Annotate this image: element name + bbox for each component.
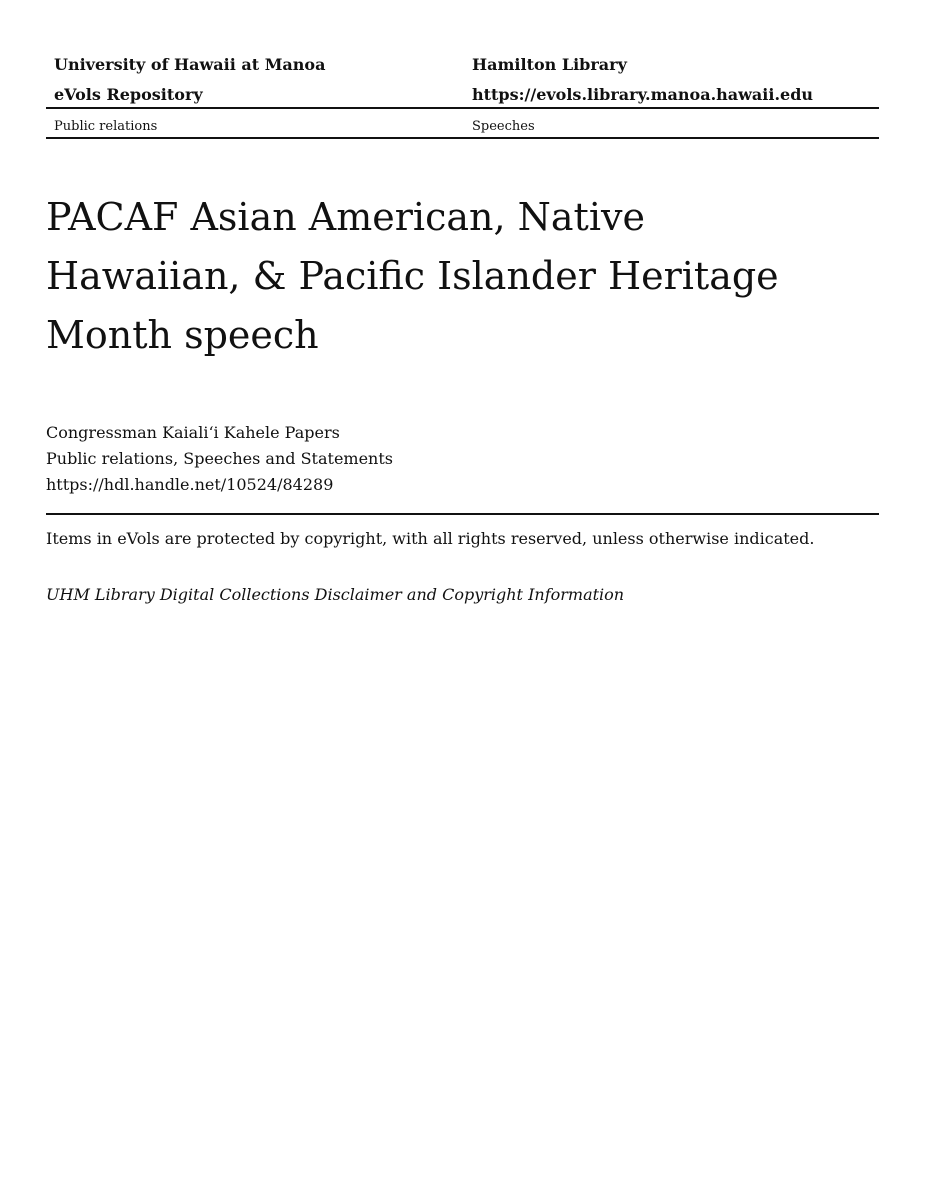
subject-public-relations: Public relations — [54, 119, 158, 134]
title-line-2: Hawaiian, & Pacific Islander Heritage — [46, 254, 779, 298]
title-line-3: Month speech — [46, 313, 319, 357]
series-name: Public relations, Speeches and Statements — [46, 449, 393, 468]
title-line-1: PACAF Asian American, Native — [46, 195, 645, 239]
header-divider-bottom — [46, 137, 879, 139]
document-metadata — [46, 420, 393, 498]
copyright-notice: Items in eVols are protected by copyright, with all rights reserved, unless otherwise indicated. — [46, 529, 815, 548]
metadata-divider — [46, 513, 879, 515]
library-name: Hamilton Library — [472, 55, 627, 74]
disclaimer-link[interactable]: UHM Library Digital Collections Disclaimer and Copyright Information — [46, 585, 625, 604]
header-divider-top — [46, 107, 879, 109]
subject-speeches: Speeches — [472, 119, 535, 134]
header-table — [46, 52, 879, 112]
handle-link[interactable]: https://hdl.handle.net/10524/84289 — [46, 475, 334, 494]
document-title — [46, 188, 879, 365]
repository-url[interactable]: https://evols.library.manoa.hawaii.edu — [472, 85, 814, 104]
collection-name: Congressman Kaiali‘i Kahele Papers — [46, 423, 340, 442]
institution-name: University of Hawaii at Manoa — [54, 55, 326, 74]
header-row-1 — [46, 52, 879, 82]
repository-name: eVols Repository — [54, 85, 203, 104]
